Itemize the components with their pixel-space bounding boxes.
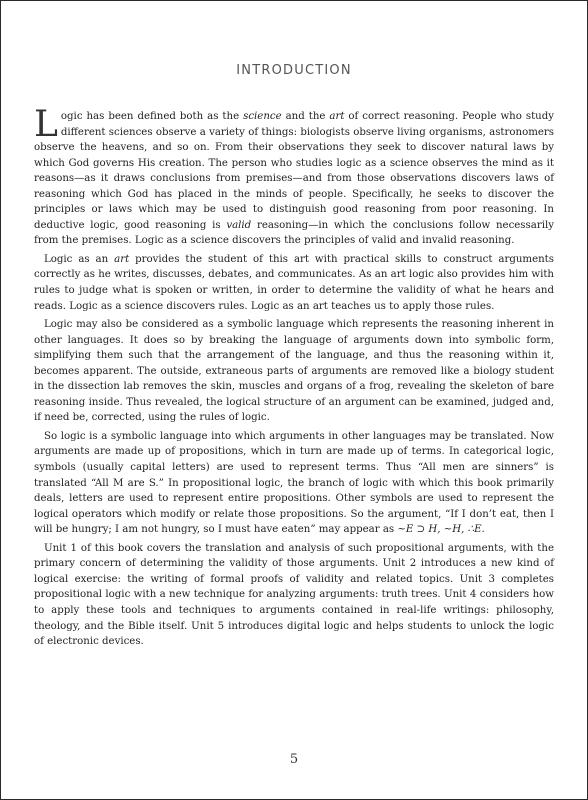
symbolic-formula: ~E ⊃ H, ~H, ∴E.	[397, 524, 485, 536]
emphasis-art: art	[114, 253, 130, 265]
text-run: Logic as an	[44, 253, 115, 265]
page-number: 5	[289, 752, 299, 767]
paragraph-5: Unit 1 of this book covers the translation and analysis of such propositional arguments, with the primary concern of determining the validity of those arguments. Unit 2 introduces a new kind of logical exercise: the writing of formal proofs of validity and related topics. Unit 3 completes propositional logic with a new technique for analyzing arguments: truth trees. Unit 4 considers how to apply these tools and techniques to arguments contained in real-life writings: philosophy, theology, and the Bible itself. Unit 5 introduces digital logic and helps students to unlock the logic of electronic devices.	[34, 542, 554, 648]
paragraph-1	[34, 104, 554, 249]
emphasis-valid: valid	[226, 219, 252, 231]
text-run: of correct reasoning. People who study different sciences observe a variety of things: biologists observe living organisms, astronomers observe the heavens, and so on. From their observations they seek to discover natural laws by which God governs His creation. The person who studies logic as a science observes the mind as it reasons—as it draws conclusions from premises—and from those observations discovers laws of reasoning which God has placed in the minds of people. Specifically, he seeks to discover the principles or laws which may be used to distinguish good reasoning from poor reasoning. In deductive logic, good reasoning is	[34, 111, 554, 231]
chapter-heading: INTRODUCTION	[236, 63, 352, 78]
drop-cap: L	[34, 104, 58, 145]
emphasis-art: art	[329, 111, 345, 122]
emphasis-science: science	[243, 111, 282, 122]
paragraph-3: Logic may also be considered as a symbolic language which represents the reasoning inherent in other languages. It does so by breaking the language of arguments down into symbolic form, simplifying them such that the arrangement of the language, and thus the reasoning within it, becomes apparent. The outside, extraneous parts of arguments are removed like a biology student in the dissection lab removes the skin, muscles and organs of a frog, revealing the skeleton of bare reasoning inside. Thus revealed, the logical structure of an argument can be examined, judged and, if need be, corrected, using the rules of logic.	[34, 319, 554, 424]
paragraph-4	[34, 429, 554, 538]
text-run: reasoning—in which the conclusions follow necessarily from the premises. Logic as a science discovers the principles of valid and invalid reasoning.	[34, 219, 554, 247]
text-run: and the	[281, 111, 330, 122]
text-run: provides the student of this art with practical skills to construct arguments correctly as he writes, discusses, debates, and communicates. As an art logic also provides him with rules to judge what is spoken or written, in order to determine the validity of what he hears and reads. Logic as a science discovers rules. Logic as an art teaches us to apply those rules.	[34, 253, 554, 312]
paragraph-2	[34, 252, 554, 314]
text-run: ogic has been defined both as the	[60, 111, 244, 122]
body-text	[34, 104, 554, 653]
text-run: So logic is a symbolic language into which arguments in other languages may be translated. Now arguments are made up of propositions, which in turn are made up of terms. In categorical logic, symbols (usually capital letters) are used to represent terms. Thus “All men are sinners” is translated “All M are S.” In propositional logic, the branch of logic with which this book primarily deals, letters are used to represent entire propositions. Other symbols are used to represent the logical operators which modify or relate those propositions. So the argument, “If I don’t eat, then I will be hungry; I am not hungry, so I must have eaten” may appear as	[34, 430, 554, 536]
